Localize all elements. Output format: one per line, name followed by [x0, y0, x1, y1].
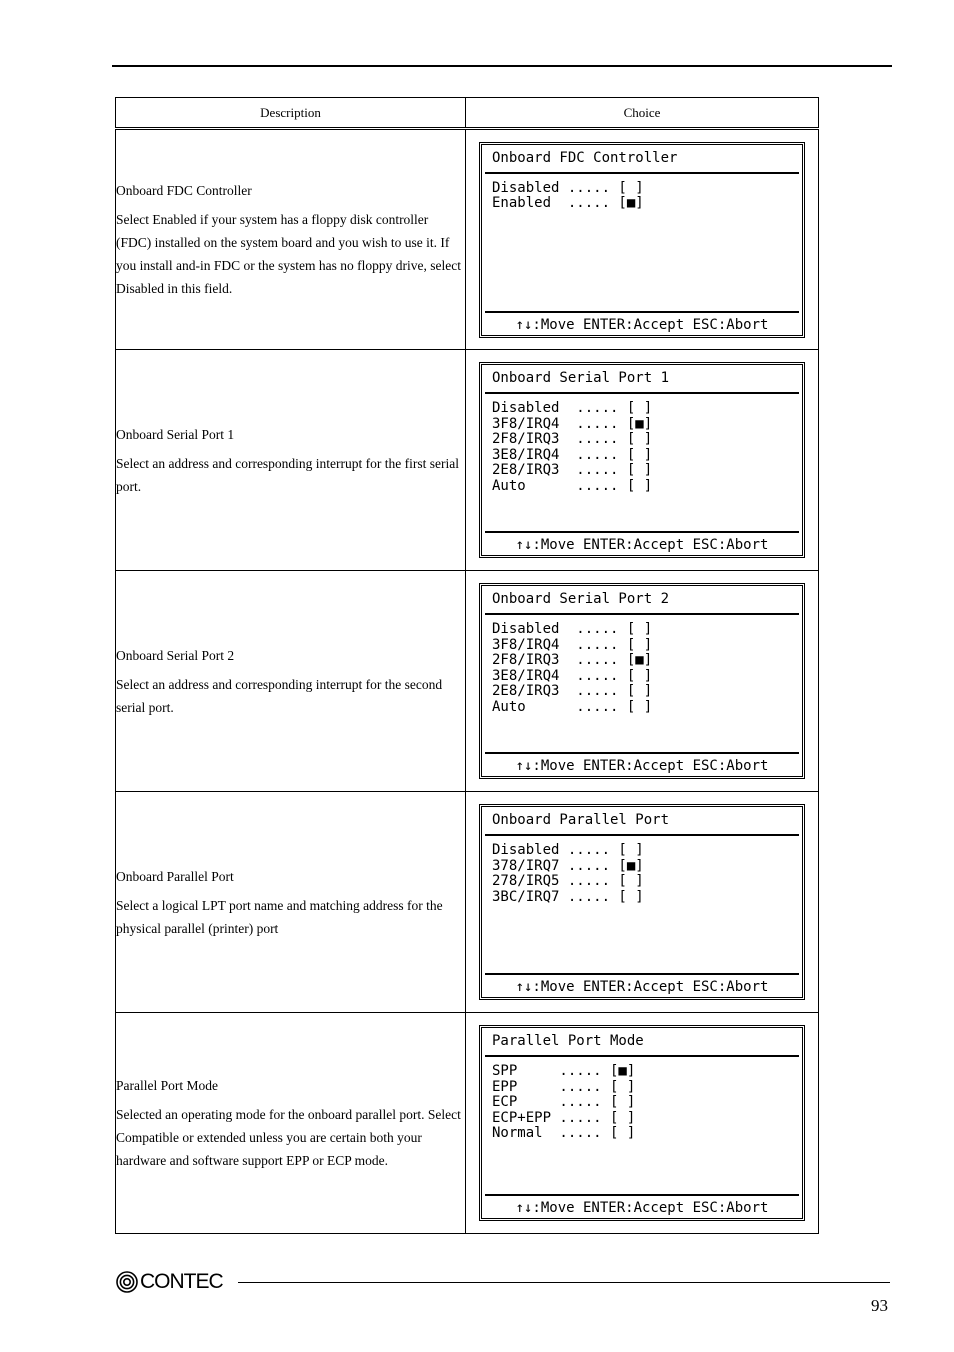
panel-footer: ↑↓:Move ENTER:Accept ESC:Abort [515, 537, 769, 553]
option-item[interactable]: SPP ..... [■] [492, 1063, 636, 1079]
option-item[interactable]: ECP+EPP ..... [ ] [492, 1109, 636, 1126]
table-row [116, 1013, 819, 1234]
contec-logo-icon [116, 1271, 138, 1293]
option-item[interactable]: 3F8/IRQ4 ..... [■] [492, 415, 653, 432]
option-list [492, 401, 652, 494]
setting-description: Select Enabled if your system has a floppy disk controller (FDC) installed on the system board and you wish to use it. If you install and-in FDC or the system has no floppy drive, select Disabled in this field. [116, 212, 461, 296]
panel-header: Parallel Port Mode [492, 1033, 644, 1049]
panel-divider [485, 311, 799, 313]
choice-cell [466, 129, 819, 350]
panel-header: Onboard FDC Controller [492, 149, 678, 166]
panel-divider [485, 834, 799, 836]
option-item[interactable]: Disabled ..... [ ] [492, 179, 644, 196]
setting-title: Onboard Serial Port 2 [116, 647, 235, 663]
panel-divider [485, 392, 799, 394]
option-item[interactable]: 2E8/IRQ3 ..... [ ] [492, 683, 653, 699]
description-cell [116, 571, 466, 792]
panel-footer: ↑↓:Move ENTER:Accept ESC:Abort [515, 758, 769, 774]
bios-option-panel [479, 804, 805, 1000]
footer-logo [116, 1270, 223, 1294]
option-list [492, 622, 652, 715]
panel-divider [485, 1055, 799, 1057]
panel-divider [485, 973, 799, 975]
panel-divider [485, 752, 799, 754]
option-item[interactable]: 3F8/IRQ4 ..... [ ] [492, 636, 653, 653]
setting-title: Onboard FDC Controller [116, 183, 252, 198]
bios-option-panel [479, 1025, 805, 1221]
bios-option-panel [479, 362, 805, 558]
settings-table [115, 97, 819, 1234]
description-cell [116, 1013, 466, 1234]
setting-description: Selected an operating mode for the onboard parallel port. Select Compatible or extended unless you are certain both your hardware and software support EPP or ECP mode. [116, 1107, 461, 1168]
header-description: Description [116, 98, 466, 129]
choice-cell [466, 571, 819, 792]
option-item[interactable]: 2E8/IRQ3 ..... [ ] [492, 462, 653, 478]
description-cell [116, 350, 466, 571]
option-list [492, 181, 644, 212]
setting-description: Select an address and corresponding interrupt for the second serial port. [116, 676, 443, 715]
panel-divider [485, 531, 799, 533]
option-item[interactable]: Disabled ..... [ ] [492, 842, 644, 858]
choice-cell [466, 350, 819, 571]
header-choice: Choice [466, 98, 819, 129]
option-item[interactable]: 3E8/IRQ4 ..... [ ] [492, 667, 653, 684]
panel-divider [485, 1194, 799, 1196]
panel-footer: ↑↓:Move ENTER:Accept ESC:Abort [515, 979, 769, 995]
choice-cell [466, 1013, 819, 1234]
setting-description: Select an address and corresponding interrupt for the first serial port. [116, 455, 460, 494]
option-item[interactable]: 3E8/IRQ4 ..... [ ] [492, 446, 653, 463]
panel-header: Onboard Serial Port 2 [492, 591, 670, 607]
panel-footer: ↑↓:Move ENTER:Accept ESC:Abort [515, 316, 769, 333]
option-item[interactable]: 3BC/IRQ7 ..... [ ] [492, 888, 644, 905]
footer-rule [238, 1282, 890, 1283]
table-header-row [116, 98, 819, 129]
bios-option-panel [479, 142, 805, 338]
brand-name: CONTEC [140, 1270, 223, 1293]
panel-header: Onboard Parallel Port [492, 812, 670, 828]
panel-header: Onboard Serial Port 1 [492, 370, 670, 386]
panel-divider [485, 613, 799, 615]
choice-cell [466, 792, 819, 1013]
setting-description: Select a logical LPT port name and matching address for the physical parallel (printer) port [116, 897, 443, 936]
option-item[interactable]: Normal ..... [ ] [492, 1125, 636, 1141]
setting-title: Parallel Port Mode [116, 1078, 218, 1093]
option-item[interactable]: 278/IRQ5 ..... [ ] [492, 873, 644, 889]
page-number: 93 [871, 1296, 888, 1315]
panel-divider [485, 172, 799, 174]
table-row [116, 571, 819, 792]
option-item[interactable]: Enabled ..... [■] [492, 195, 644, 211]
option-item[interactable]: ECP ..... [ ] [492, 1094, 636, 1110]
option-item[interactable]: Auto ..... [ ] [492, 477, 653, 494]
table-row [116, 350, 819, 571]
option-item[interactable]: Disabled ..... [ ] [492, 621, 653, 637]
panel-footer: ↑↓:Move ENTER:Accept ESC:Abort [515, 1200, 769, 1216]
option-item[interactable]: Auto ..... [ ] [492, 698, 653, 715]
description-cell [116, 129, 466, 350]
setting-title: Onboard Serial Port 1 [116, 426, 235, 442]
top-rule [112, 65, 892, 67]
option-list [492, 1064, 635, 1142]
option-item[interactable]: Disabled ..... [ ] [492, 400, 653, 416]
setting-title: Onboard Parallel Port [116, 868, 234, 884]
description-cell [116, 792, 466, 1013]
table-row [116, 792, 819, 1013]
table-row [116, 129, 819, 350]
option-list [492, 843, 644, 905]
bios-option-panel [479, 583, 805, 779]
option-item[interactable]: 378/IRQ7 ..... [■] [492, 857, 644, 874]
option-item[interactable]: 2F8/IRQ3 ..... [■] [492, 652, 653, 668]
option-item[interactable]: EPP ..... [ ] [492, 1078, 636, 1095]
option-item[interactable]: 2F8/IRQ3 ..... [ ] [492, 431, 653, 447]
